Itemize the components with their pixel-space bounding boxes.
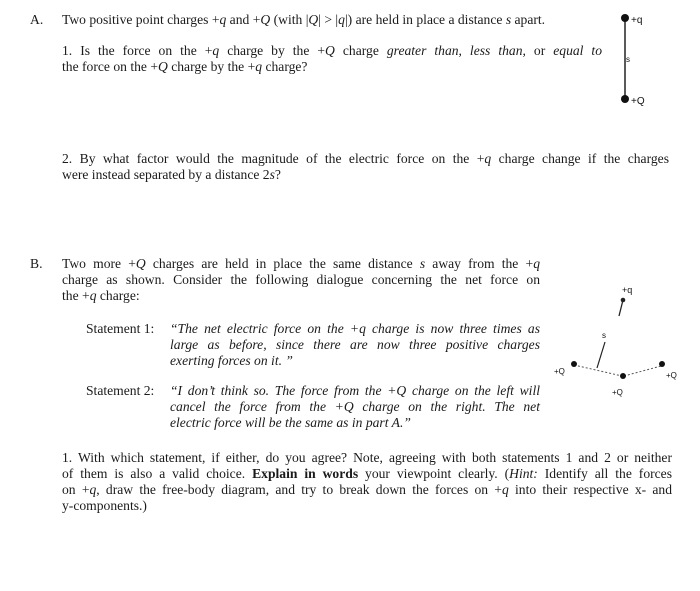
part-b-intro-line-2: charge as shown. Consider the following dialogue concerning the net force on [62,272,540,287]
part-b-question-line-4: y-components.) [62,498,147,513]
charge-q-dot [621,14,629,22]
dashed-line-right [624,366,661,376]
charge-q-label: +q [631,15,643,26]
distance-s-label: s [602,331,606,340]
charge-Q-bottom-label: +Q [612,388,623,397]
charge-q-stem [619,302,623,316]
charge-q-dot [621,298,626,303]
charge-Q-label: +Q [631,96,645,107]
part-b-question-line-3: on +q, draw the free-body diagram, and try to break down the forces on +q into their respective x- and [62,482,673,497]
figure-three-charges [548,280,690,400]
part-a-question-2-line-2: were instead separated by a distance 2s? [62,167,281,182]
charge-Q-bottom-dot [620,373,626,379]
distance-s-label: s [626,55,630,64]
statement-1-label: Statement 1: [86,321,155,336]
charge-Q-left-label: +Q [554,367,565,376]
charge-Q-left-dot [571,361,577,367]
part-a-intro: Two positive point charges +q and +Q (with |Q| > |q|) are held in place a distance s apart. [62,12,546,27]
part-b-question-line-1: 1. With which statement, if either, do you agree? Note, agreeing with both statements 1 and 2 or neither [62,450,672,465]
part-b-letter: B. [30,256,43,271]
part-a-letter: A. [30,12,44,27]
statement-2-line-3: electric force will be the same as in part A.” [170,415,411,430]
charge-Q-right-dot [659,361,665,367]
separation-line [597,342,605,368]
part-a-question-1-line-1: 1. Is the force on the +q charge by the +Q charge greater than, less than, or equal to [62,43,603,58]
part-b-intro-line-3: the +q charge: [62,288,140,303]
charge-Q-dot [621,95,629,103]
part-b-question-line-2: of them is also a valid choice. Explain in words your viewpoint clearly. (Hint: Identify all the forces [62,466,672,481]
part-b-intro-line-1: Two more +Q charges are held in place the same distance s away from the +q [62,256,540,271]
part-a-question-2-line-1: 2. By what factor would the magnitude of the electric force on the +q charge change if the charges [62,151,669,166]
statement-2-label: Statement 2: [86,383,155,398]
charge-Q-right-label: +Q [666,371,677,380]
statement-1-line-3: exerting forces on it. ” [170,353,293,368]
statement-1-line-1: “The net electric force on the +q charge is now three times as [170,321,540,336]
charge-q-label: +q [622,285,633,295]
statement-2-line-1: “I don’t think so. The force from the +Q charge on the left will [170,383,540,398]
figure-two-charges [600,6,680,110]
statement-2-line-2: cancel the force from the +Q charge on the right. The net [170,399,540,414]
statement-1-line-2: large as before, since there are now three positive charges [170,337,540,352]
part-a-question-1-line-2: the force on the +Q charge by the +q charge? [62,59,308,74]
